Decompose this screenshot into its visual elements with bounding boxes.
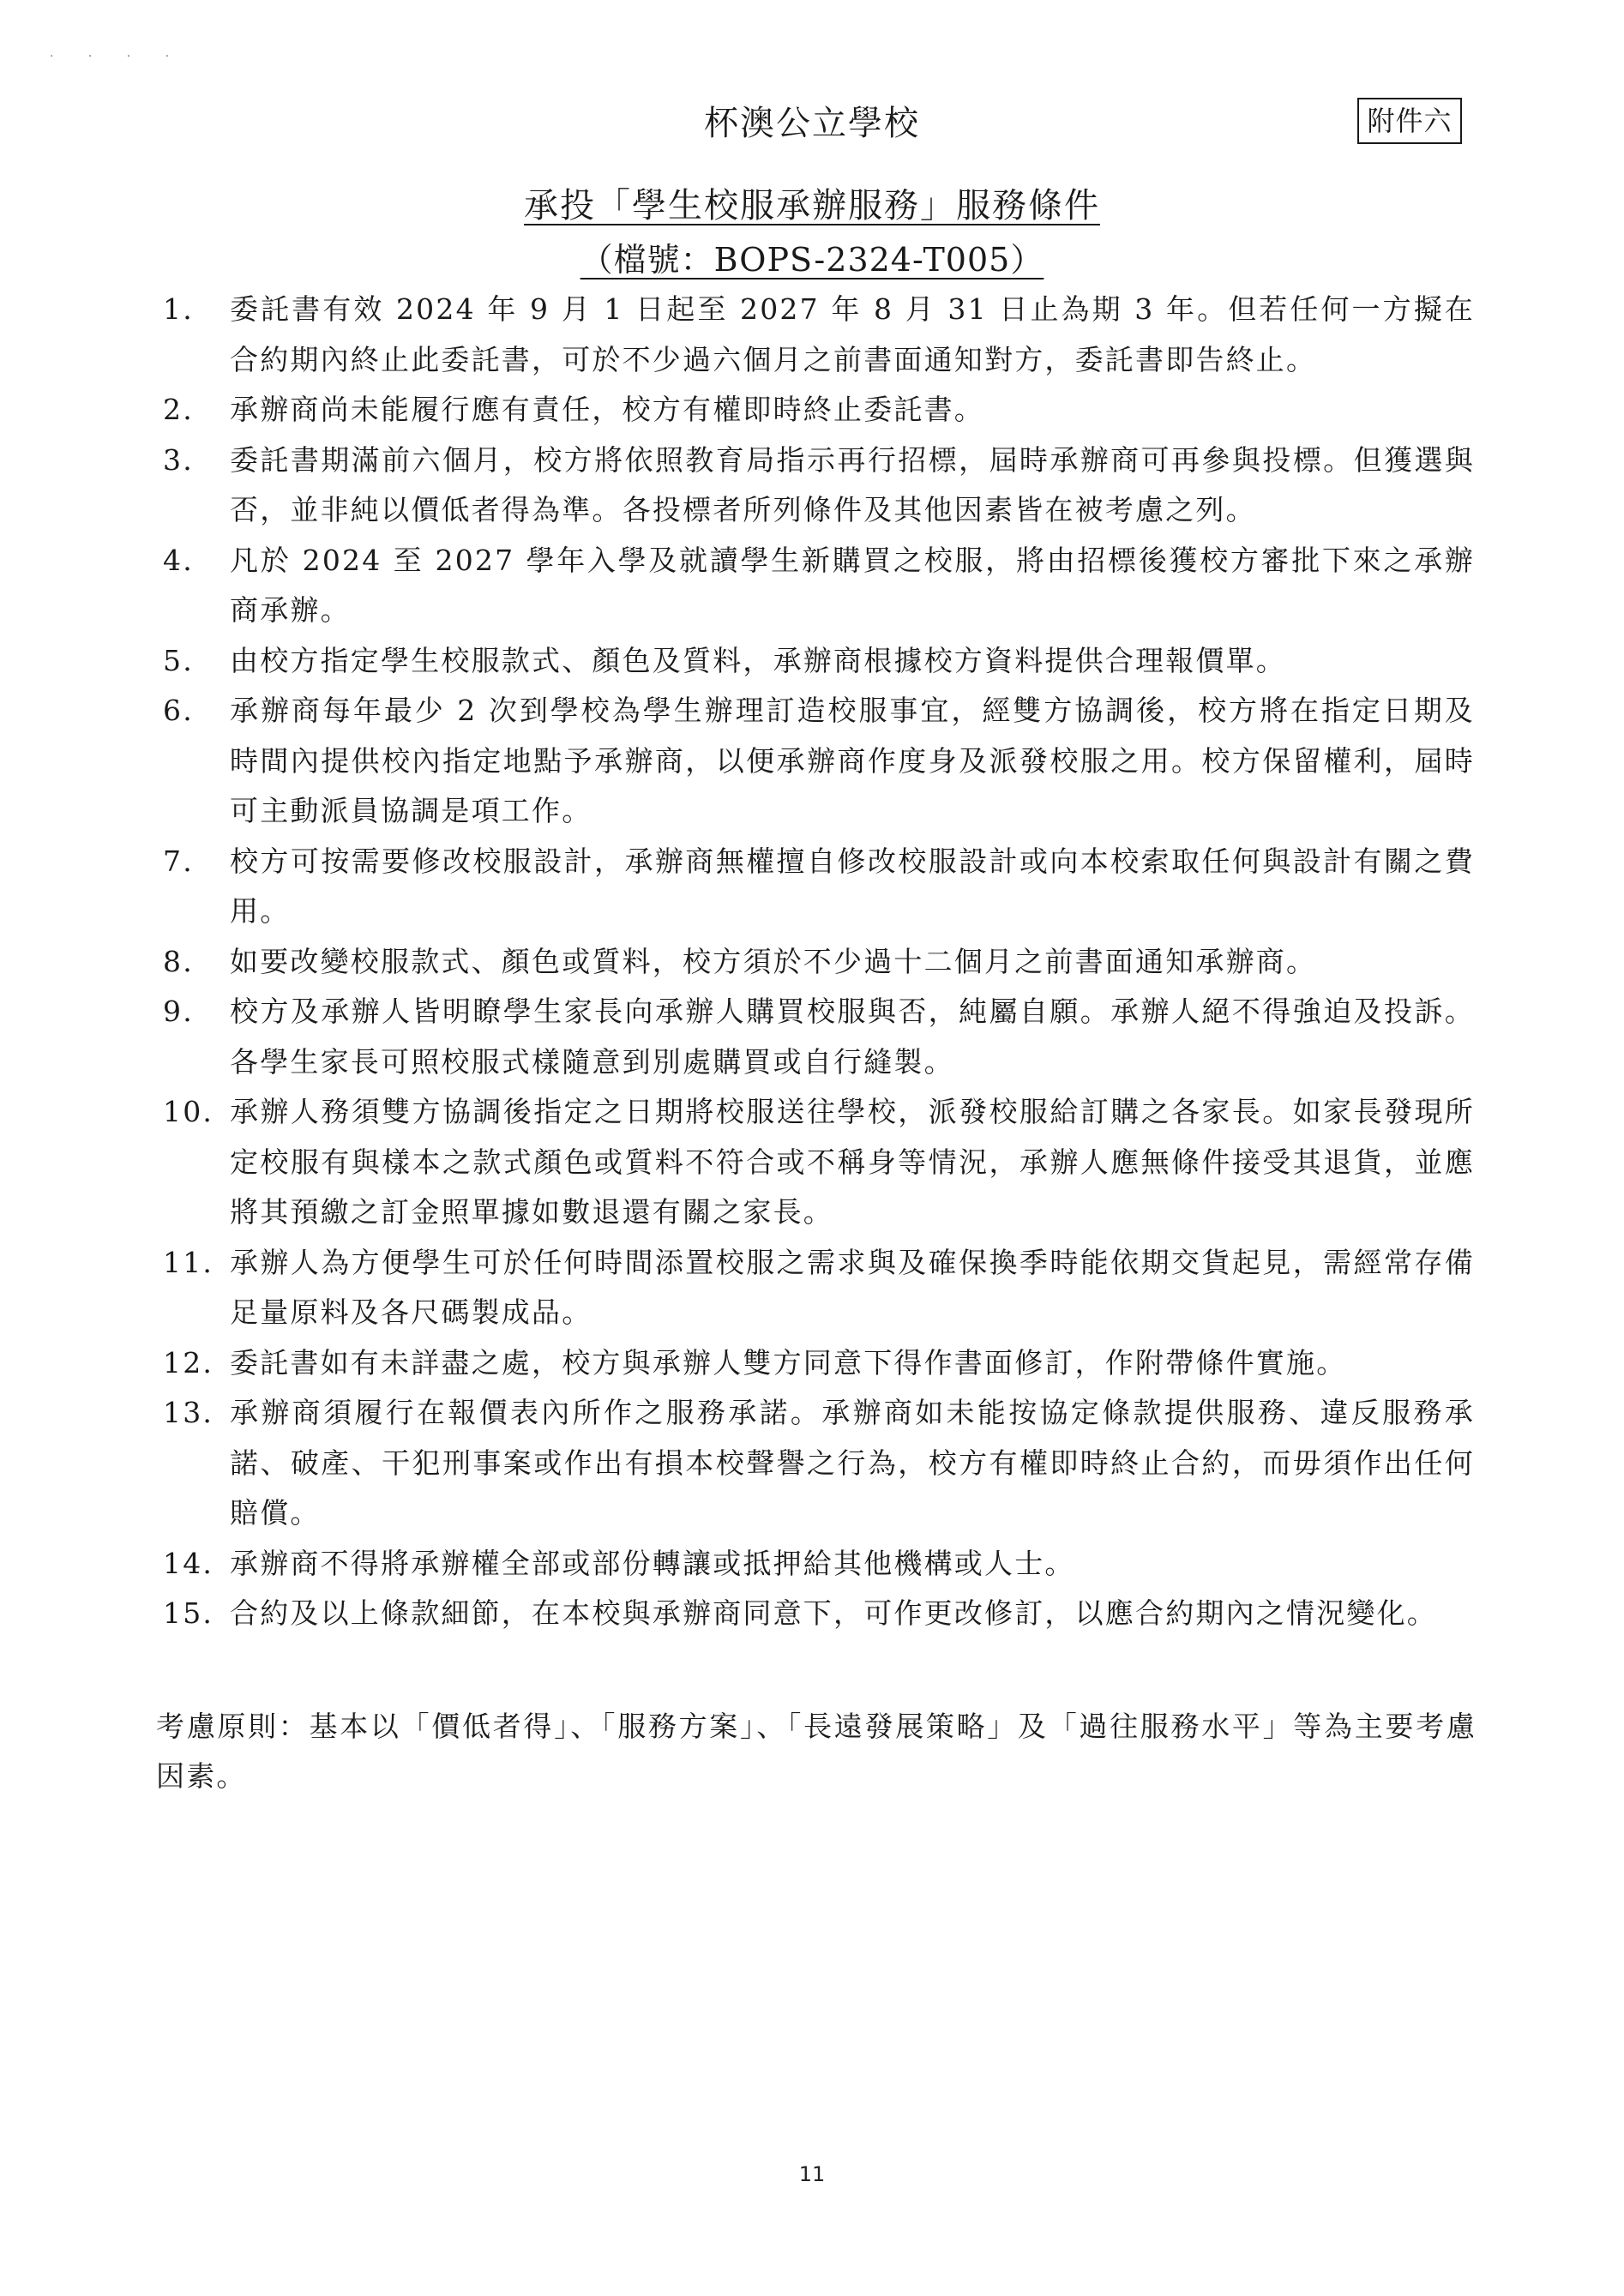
clause-number: 1.: [163, 292, 194, 326]
clause-text: 凡於 2024 至 2027 學年入學及就讀學生新購買之校服，將由招標後獲校方審批下來之承辦商承辦。: [230, 543, 1475, 627]
clause-item-10: [163, 1087, 1475, 1238]
clause-text: 承辦商須履行在報價表內所作之服務承諾。承辦商如未能按協定條款提供服務、違反服務承諾、破產、干犯刑事案或作出有損本校聲譽之行為，校方有權即時終止合約，而毋須作出任何賠償。: [230, 1396, 1475, 1530]
clause-text: 由校方指定學生校服款式、顏色及質料，承辦商根據校方資料提供合理報價單。: [230, 643, 1286, 677]
clause-item-4: [163, 536, 1475, 636]
page-number: 11: [798, 2162, 826, 2186]
clause-item-2: [163, 385, 1475, 436]
clause-number: 14.: [163, 1546, 214, 1580]
clause-item-14: [163, 1539, 1475, 1590]
document-title-text: 承投「學生校服承辦服務」服務條件: [524, 186, 1100, 225]
clause-number: 3.: [163, 442, 194, 477]
clause-number: 9.: [163, 995, 194, 1028]
clause-number: 4.: [163, 543, 194, 577]
clause-item-1: [163, 285, 1475, 385]
clause-item-13: [163, 1388, 1475, 1539]
clause-item-15: [163, 1589, 1475, 1639]
clause-text: 承辦人務須雙方協調後指定之日期將校服送往學校，派發校服給訂購之各家長。如家長發現所定校服有與樣本之款式顏色或質料不符合或不稱身等情況，承辦人應無條件接受其退貨，並應將其預繳之訂金照單據如數退還有關之家長。: [230, 1095, 1475, 1229]
clause-list: [163, 285, 1475, 1639]
clause-text: 承辦商每年最少 2 次到學校為學生辦理訂造校服事宜，經雙方協調後，校方將在指定日期及時間內提供校內指定地點予承辦商，以便承辦商作度身及派發校服之用。校方保留權利，屆時可主動派員協調是項工作。: [230, 694, 1475, 827]
clause-text: 委託書如有未詳盡之處，校方與承辦人雙方同意下得作書面修訂，作附帶條件實施。: [230, 1345, 1347, 1379]
clause-item-9: [163, 987, 1475, 1087]
clause-item-6: [163, 686, 1475, 837]
file-number: [0, 233, 1624, 280]
clause-item-5: [163, 636, 1475, 687]
evaluation-principle: 考慮原則：基本以「價低者得」、「服務方案」、「長遠發展策略」及「過往服務水平」等為主要考慮因素。: [156, 1710, 1477, 1793]
clause-item-8: [163, 937, 1475, 988]
clause-number: 13.: [163, 1396, 214, 1429]
clause-number: 2.: [163, 393, 194, 426]
clause-number: 15.: [163, 1596, 214, 1630]
clause-item-3: [163, 436, 1475, 536]
file-number-text: （檔號：BOPS-2324-T005）: [580, 241, 1044, 279]
clause-text: 如要改變校服款式、顏色或質料，校方須於不少過十二個月之前書面通知承辦商。: [230, 944, 1317, 978]
clause-item-11: [163, 1238, 1475, 1338]
clause-number: 10.: [163, 1095, 214, 1128]
document-title: [0, 178, 1624, 227]
clause-text: 承辦人為方便學生可於任何時間添置校服之需求與及確保換季時能依期交貨起見，需經常存備足量原料及各尺碼製成品。: [230, 1245, 1475, 1329]
clause-number: 8.: [163, 944, 194, 978]
clause-text: 承辦商尚未能履行應有責任，校方有權即時終止委託書。: [230, 393, 984, 426]
clause-number: 6.: [163, 694, 194, 727]
clause-number: 11.: [163, 1245, 214, 1279]
clause-text: 委託書期滿前六個月，校方將依照教育局指示再行招標，屆時承辦商可再參與投標。但獲選與否，並非純以價低者得為準。各投標者所列條件及其他因素皆在被考慮之列。: [230, 442, 1475, 526]
clause-number: 5.: [163, 643, 194, 677]
clause-text: 承辦商不得將承辦權全部或部份轉讓或抵押給其他機構或人士。: [230, 1546, 1075, 1580]
school-name: 杯澳公立學校: [704, 104, 920, 143]
clause-text: 校方可按需要修改校服設計，承辦商無權擅自修改校服設計或向本校索取任何與設計有關之費用。: [230, 844, 1475, 928]
clause-item-7: [163, 837, 1475, 937]
clause-text: 校方及承辦人皆明瞭學生家長向承辦人購買校服與否，純屬自願。承辦人絕不得強迫及投訴。各學生家長可照校服式樣隨意到別處購買或自行縫製。: [230, 995, 1475, 1079]
clause-text: 合約及以上條款細節，在本校與承辦商同意下，可作更改修訂，以應合約期內之情況變化。: [230, 1596, 1437, 1630]
clause-number: 7.: [163, 844, 194, 878]
annex-label: 附件六: [1357, 98, 1462, 144]
clause-number: 12.: [163, 1345, 214, 1379]
clause-item-12: [163, 1338, 1475, 1389]
scan-artifact: · · · ·: [50, 50, 185, 63]
clause-text: 委託書有效 2024 年 9 月 1 日起至 2027 年 8 月 31 日止為期 3 年。但若任何一方擬在合約期內終止此委託書，可於不少過六個月之前書面通知對方，委託書即告終止。: [230, 292, 1475, 376]
